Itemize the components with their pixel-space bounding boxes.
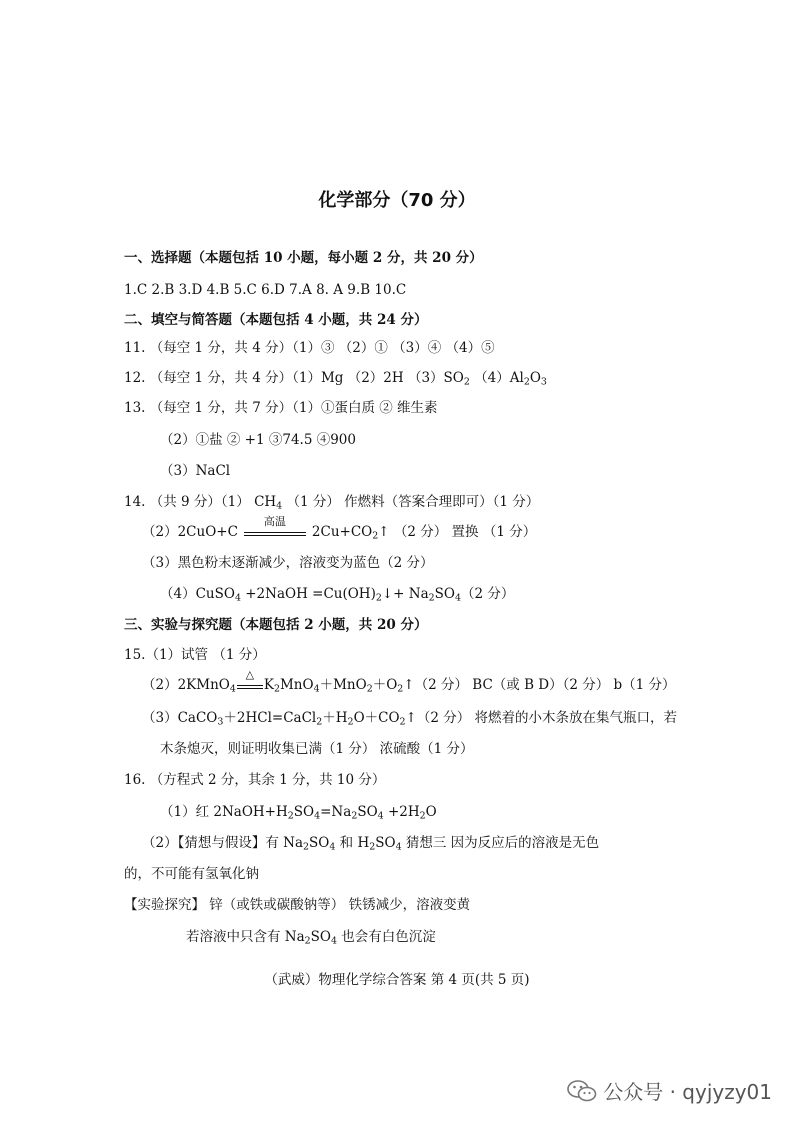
watermark-text: 公众号 · qyjyzy01 — [603, 1080, 772, 1104]
q13-line-1: 13. （每空 1 分，共 7 分）（1）①蛋白质 ② 维生素 — [124, 400, 438, 416]
q16-line-5: 【实验探究】 锌（或铁或碳酸钠等） 铁锈减少，溶液变黄 — [124, 897, 471, 913]
q15-line-4: 木条熄灭，则证明收集已满（1 分） 浓硫酸（1 分） — [160, 741, 474, 757]
reaction-arrow-heat: △ — [237, 677, 263, 695]
wechat-icon — [567, 1080, 597, 1102]
q13-line-3: （3）NaCl — [160, 463, 231, 479]
q11-answer: 11. （每空 1 分，共 4 分）（1）③ （2）① （3）④ （4）⑤ — [124, 340, 495, 356]
reaction-arrow-high-temp: 高温 — [244, 524, 306, 542]
q16-line-4: 的，不可能有氢氧化钠 — [124, 866, 259, 882]
q14-line-2: （2）2CuO+C 高温 $2Cu+CO_2↑$ （2 分） 置换 （1 分） — [142, 514, 537, 542]
q14-line-4: （4）CuSO$_4$ +2NaOH $=Cu(OH)_2↓+ Na_2SO_4(2$ 分） — [160, 586, 515, 604]
watermark — [567, 1076, 772, 1105]
q16-line-1: 16. （方程式 2 分，其余 1 分，共 10 分） — [124, 772, 386, 788]
q13-line-2: （2）①盐 ② +1 ③74.5 ④900 — [160, 432, 356, 448]
section-2-heading: 二、填空与简答题（本题包括 4 小题，共 24 分） — [124, 312, 428, 328]
q12-answer: 12. （每空 1 分，共 4 分）（1）Mg （2）2H $(3)SO_2$ $(4)Al_2O_3$ — [124, 370, 547, 388]
section-3-heading: 三、实验与探究题（本题包括 2 小题，共 20 分） — [124, 617, 428, 633]
choice-answers: 1.C 2.B 3.D 4.B 5.C 6.D 7.A 8. A 9.B 10.C — [124, 282, 407, 298]
q14-line-1: 14. （共 9 分）（1） $CH_4$ （1 分） 作燃料（答案合理即可）（1 分） — [124, 494, 540, 512]
q14-line-3: （3）黑色粉末逐渐减少，溶液变为蓝色（2 分） — [142, 555, 434, 571]
q16-line-6: 若溶液中只含有 $Na_2SO_4$ 也会有白色沉淀 — [186, 929, 436, 947]
q16-line-3: （2）【猜想与假设】有 $Na_2SO_4$ 和 $H_2SO_4$ 猜想三 因为反应后的溶液是无色 — [142, 835, 600, 853]
q15-line-2: （2）2KMnO$_4$ △ $K_2MnO_4+MnO_2+O_2↑(2$ 分） BC（或 B D）（2 分） b（1 分） — [142, 667, 676, 695]
q15-line-1: 15.（1）试管 （1 分） — [124, 647, 266, 663]
q15-line-3: $(3)CaCO_3+2HCl=CaCl_2+H_2O+CO_2↑(2$ 分） 将燃着的小木条放在集气瓶口，若 — [142, 710, 678, 728]
q16-line-2: （1）红 $2NaOH+H_2SO_4=Na_2SO_4 +2H_2O$ — [160, 804, 437, 822]
page-footer: （武威）物理化学综合答案 第 4 页(共 5 页) — [264, 972, 530, 988]
section-1-heading: 一、选择题（本题包括 10 小题，每小题 2 分，共 20 分） — [124, 250, 483, 266]
page-title: 化学部分（70 分） — [318, 190, 476, 211]
